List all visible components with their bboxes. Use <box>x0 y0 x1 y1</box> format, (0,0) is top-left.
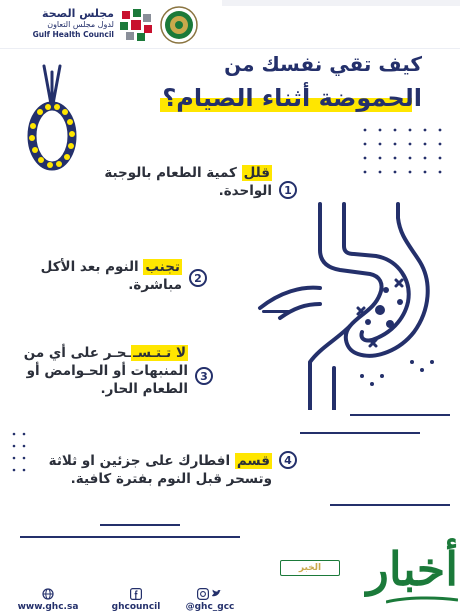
tip1-highlight: قلل <box>243 165 270 181</box>
stomach-dash-2 <box>350 414 450 416</box>
title-line2-box <box>150 84 422 114</box>
footer-website[interactable] <box>16 588 80 612</box>
dot-grid-left <box>10 430 34 480</box>
header <box>10 2 210 46</box>
footer-facebook[interactable] <box>104 588 168 612</box>
council-name-en: Gulf Health Council <box>32 30 114 39</box>
tip3-text-line1: ـحـر على أي من <box>23 345 132 361</box>
tip4-line1 <box>40 452 272 470</box>
tip2-text-line1: النوم بعد الأكل <box>40 259 144 275</box>
tip1-number-badge: 1 <box>279 181 297 199</box>
header-band <box>222 0 460 6</box>
tip4-text-line2: وتسحر قبل النوم بفترة كافية. <box>70 471 272 487</box>
council-name-ar-line1: مجلس الصحة <box>42 7 114 20</box>
tip2-text-line2: مباشرة. <box>128 277 182 293</box>
tip2-line1 <box>20 258 182 276</box>
tip1-line1 <box>80 164 272 182</box>
tip4-number-badge: 4 <box>279 451 297 469</box>
globe-icon <box>42 588 54 600</box>
stomach-dash-1 <box>262 310 290 313</box>
tip1-text <box>80 164 272 200</box>
footer-facebook-text: ghcouncil <box>111 602 161 612</box>
tip3-text <box>10 344 188 398</box>
tip1-text-line1: كمية الطعام بالوجبة <box>104 165 242 181</box>
watermark-badge <box>280 560 340 576</box>
tip2-number-badge: 2 <box>189 269 207 287</box>
dates-icon <box>24 62 84 172</box>
dot-grid-top <box>360 124 450 180</box>
watermark-swoosh <box>386 596 458 604</box>
watermark-logo-text: أخبار <box>366 542 458 596</box>
tip4-text <box>40 452 272 488</box>
instagram-twitter-icon <box>197 588 223 600</box>
title-line1: كيف تقي نفسك من <box>224 52 422 76</box>
news-watermark <box>276 532 460 616</box>
tip3-number-badge: 3 <box>195 367 213 385</box>
tip3-text-line3: الطعام الحار. <box>100 381 188 397</box>
council-name <box>10 8 114 40</box>
tip3-line1 <box>10 344 188 362</box>
divider-line-1 <box>100 524 180 526</box>
tip4-text-line1: افطارك على جزئين او ثلاثة <box>48 453 235 469</box>
tip4-highlight: قسم <box>236 453 270 469</box>
tip3-text-line2: المنبهات أو الحـوامض أو <box>26 363 188 379</box>
footer-social[interactable] <box>178 588 242 612</box>
tip2-text <box>20 258 182 294</box>
watermark-badge-text: الخبر <box>298 563 322 573</box>
header-divider <box>0 48 460 49</box>
ghc-logo-icon <box>118 8 154 42</box>
stomach-dash-3 <box>300 432 420 434</box>
footer-social-text: @ghc_gcc <box>185 602 235 612</box>
facebook-icon <box>130 588 142 600</box>
council-name-ar-line2: لدول مجلس التعاون <box>47 20 114 29</box>
tip3-highlight: لا تـتـسـ <box>133 345 186 361</box>
footer-website-text: www.ghc.sa <box>17 602 79 612</box>
tip1-text-line2: الواحدة. <box>218 183 272 199</box>
divider-line-3 <box>330 504 450 506</box>
tip2-highlight: تجنب <box>145 259 180 275</box>
divider-line-2 <box>20 536 240 538</box>
stomach-icon <box>250 190 460 410</box>
title-line2: الحموضة أثناء الصيام؟ <box>162 84 422 112</box>
gcc-emblem-icon <box>160 6 198 44</box>
